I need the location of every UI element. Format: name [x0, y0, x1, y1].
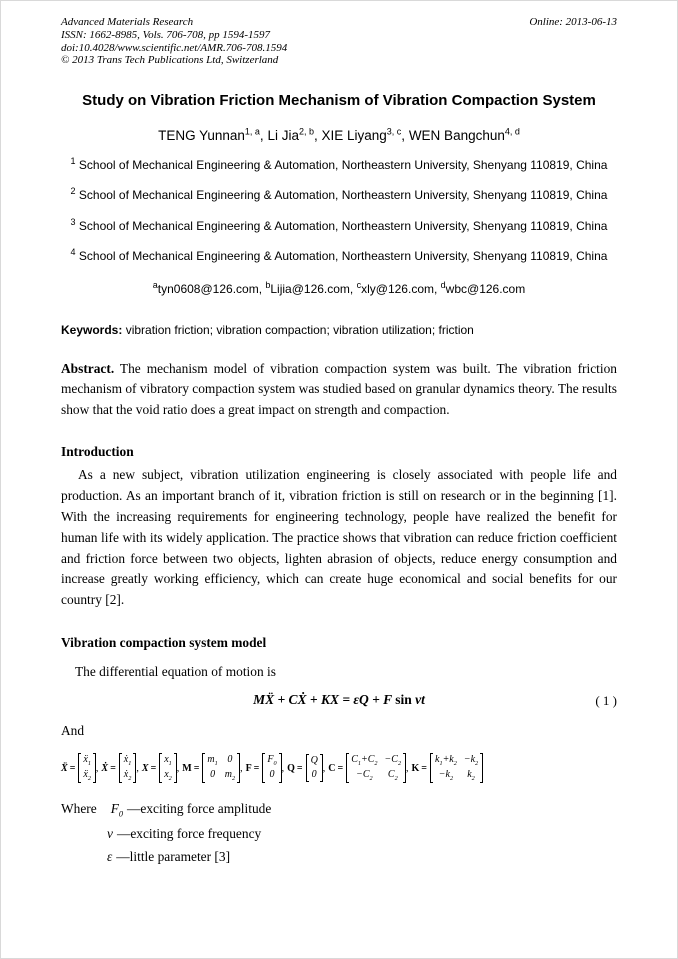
authors-line: [61, 126, 617, 143]
matrix-separator: ,: [136, 762, 139, 774]
matrix-cell: ẋ$_2$: [123, 768, 132, 782]
right-bracket: [480, 753, 483, 784]
matrix-cell: ẍ$_2$: [83, 768, 91, 782]
matrix-cell: 0: [210, 769, 216, 781]
author: [158, 128, 267, 143]
emails-line: [61, 280, 617, 296]
section-heading-model: Vibration compaction system model: [61, 635, 267, 651]
paper-title: Study on Vibration Friction Mechanism of Vibration Compaction System: [82, 92, 596, 110]
matrix-cell: $m_2$: [224, 768, 236, 782]
author-affiliation-marker: 3, c: [386, 126, 402, 137]
symbol-description: —exciting force frequency: [116, 826, 262, 842]
matrix-cell: $k_2$: [467, 768, 475, 782]
matrix-separator: ,: [322, 762, 326, 774]
matrix-cells: [349, 753, 403, 784]
section-heading-introduction: Introduction: [61, 444, 134, 460]
matrix-brackets: [346, 753, 406, 784]
affiliation-text: School of Mechanical Engineering & Automation, Northeastern University, Shenyang 110819, China: [75, 249, 608, 264]
journal-doi: doi:10.4028/www.scientific.net/AMR.706-708.1594: [61, 41, 288, 54]
matrix-cells: [162, 753, 174, 784]
matrix-cell: 0: [227, 754, 233, 766]
symbol-F0: $F_0$: [110, 801, 124, 820]
equation-intro-line: The differential equation of motion is: [75, 664, 276, 680]
matrix-cell: $C_2$: [387, 768, 398, 782]
matrix-brackets: [306, 754, 323, 782]
online-date: Online: 2013-06-13: [529, 16, 617, 28]
matrix-label: M =: [182, 762, 202, 774]
symbol-nu: ν: [107, 826, 113, 842]
matrix-separator: ,: [406, 762, 409, 774]
matrix-definition: [412, 753, 484, 784]
matrix-cell: $F_0$: [267, 754, 277, 768]
equation-lhs: MẌ + CẊ + KX = εQ + F: [253, 691, 396, 707]
matrix-cells: [205, 753, 237, 784]
matrix-definition: [101, 753, 141, 784]
matrix-cell: ẍ$_1$: [83, 753, 91, 767]
where-label: Where: [61, 801, 97, 817]
matrix-cell: $-k_2$: [438, 768, 454, 782]
matrix-definition: [182, 753, 245, 784]
matrix-cells: [81, 753, 93, 784]
matrix-separator: ,: [95, 762, 99, 774]
author-name: TENG Yunnan: [158, 127, 245, 143]
email: [440, 279, 526, 296]
matrix-definition: [328, 753, 411, 784]
email-marker: b: [265, 279, 271, 290]
matrix-cell: $-k_2$: [463, 753, 479, 767]
matrix-separator: ,: [240, 762, 243, 774]
equation-rhs: νt: [411, 691, 425, 707]
author-separator: ,: [259, 127, 268, 143]
matrix-cells: [309, 754, 320, 782]
matrix-cell: $-C_2$: [384, 753, 402, 767]
matrix-cell: $-C_2$: [356, 768, 373, 782]
email-address: wbc@126.com: [445, 281, 526, 296]
author-name: WEN Bangchun: [408, 127, 505, 143]
affiliation: [61, 214, 617, 235]
matrix-label: Ẋ =: [101, 762, 118, 774]
symbol-description: —little parameter [3]: [116, 849, 231, 865]
matrix-cell: Q: [310, 755, 318, 767]
matrix-brackets: [202, 753, 240, 784]
affiliation-number: 2: [70, 186, 76, 197]
matrix-definitions-row: [61, 753, 617, 784]
matrix-label: F =: [245, 762, 262, 774]
equation-1: [61, 692, 617, 708]
author-separator: ,: [313, 127, 322, 143]
author-affiliation-marker: 1, a: [244, 126, 260, 137]
matrix-brackets: [262, 753, 281, 782]
matrix-label: K =: [411, 762, 430, 774]
journal-issn: ISSN: 1662-8985, Vols. 706-708, pp 1594-1597: [61, 28, 270, 41]
email-marker: c: [356, 279, 362, 290]
matrix-cell: $k_1+k_2$: [435, 753, 457, 767]
email-marker: d: [440, 279, 446, 290]
keywords-label: Keywords:: [61, 322, 123, 337]
equation-sin-operator: sin: [395, 691, 412, 707]
journal-info: [61, 16, 287, 67]
introduction-paragraph: As a new subject, vibration utilization engineering is closely associated with people life and production. As an important branch of it, vibration friction is still on research or in the beginning [1]. With the increasing requirements for engineering technology, people have realized the benefit for human life with its widely application. The practice shows that vibration can reduce friction coefficient and friction force between two objects, lighten abrasion of objects, reduce energy consumption and increase greatly working efficiency, which can create huge economical and social benefits for our country [2].: [61, 467, 617, 608]
author-separator: ,: [401, 127, 409, 143]
matrix-cells: [122, 753, 134, 784]
email-address: xly@126.com,: [361, 281, 441, 296]
affiliation: [61, 153, 617, 174]
symbol-epsilon: ε: [107, 849, 113, 865]
affiliation: [61, 244, 617, 265]
affiliation-number: 3: [70, 216, 76, 227]
matrix-brackets: [430, 753, 483, 784]
affiliation-text: School of Mechanical Engineering & Automation, Northeastern University, Shenyang 110819, China: [75, 218, 608, 233]
equation-body: [253, 692, 425, 707]
matrix-label: Q =: [287, 762, 305, 774]
author: [409, 128, 520, 143]
matrix-brackets: [159, 753, 177, 784]
matrix-cell: 0: [269, 769, 275, 781]
abstract-label: Abstract.: [61, 360, 115, 376]
author-affiliation-marker: 2, b: [298, 126, 314, 137]
journal-header: [61, 16, 617, 67]
author: [321, 128, 408, 143]
matrix-definition: [61, 753, 101, 784]
email: [265, 279, 357, 296]
email-address: Lijia@126.com,: [270, 281, 357, 296]
matrix-cell: $x_1$: [164, 753, 172, 767]
matrix-cell: $m_1$: [207, 753, 218, 767]
matrix-cell: ẋ$_1$: [123, 753, 132, 767]
matrix-definition: [246, 753, 288, 782]
affiliation-text: School of Mechanical Engineering & Automation, Northeastern University, Shenyang 110819, China: [75, 188, 608, 203]
email-marker: a: [152, 279, 158, 290]
where-line-amplitude: [61, 801, 617, 819]
keywords-text: vibration friction; vibration compaction; vibration utilization; friction: [122, 322, 474, 337]
where-line-frequency: [61, 826, 617, 842]
email-address: tyn0608@126.com,: [157, 281, 266, 296]
affiliation-number: 1: [70, 155, 76, 166]
abstract-text: The mechanism model of vibration compaction system was built. The vibration friction mechanism of vibratory compaction system was studied based on granular dynamics theory. The results show that the void ratio does a great impact on strength and compaction.: [61, 360, 617, 417]
journal-name: Advanced Materials Research: [61, 16, 194, 28]
matrix-definition: [142, 753, 182, 784]
matrix-definition: [287, 754, 328, 782]
email: [356, 279, 441, 296]
symbol-description: —exciting force amplitude: [127, 801, 272, 817]
matrix-brackets: [78, 753, 96, 784]
matrix-label: X =: [141, 762, 159, 774]
matrix-brackets: [119, 753, 137, 784]
journal-copyright: © 2013 Trans Tech Publications Ltd, Switzerland: [61, 54, 279, 67]
matrix-cells: [433, 753, 480, 784]
keywords-line: [61, 323, 617, 337]
where-line-parameter: [61, 849, 617, 865]
author-affiliation-marker: 4, d: [504, 126, 520, 137]
matrix-cell: $C_1+C_2$: [351, 753, 378, 767]
matrix-label: C =: [328, 762, 346, 774]
equation-number: ( 1 ): [595, 692, 617, 708]
affiliation-number: 4: [70, 247, 76, 258]
abstract: [61, 359, 617, 421]
affiliation-text: School of Mechanical Engineering & Automation, Northeastern University, Shenyang 110819, China: [75, 157, 608, 172]
author: [267, 128, 321, 143]
matrix-cell: 0: [311, 768, 317, 780]
author-name: XIE Liyang: [321, 127, 387, 143]
matrix-separator: ,: [176, 762, 180, 774]
matrix-separator: ,: [281, 762, 285, 774]
matrix-cells: [265, 753, 278, 782]
email: [152, 279, 266, 296]
matrix-cell: $x_2$: [164, 768, 172, 782]
and-label: And: [61, 722, 85, 738]
author-name: Li Jia: [267, 127, 299, 143]
affiliation: [61, 183, 617, 204]
matrix-label: Ẍ =: [61, 762, 78, 774]
